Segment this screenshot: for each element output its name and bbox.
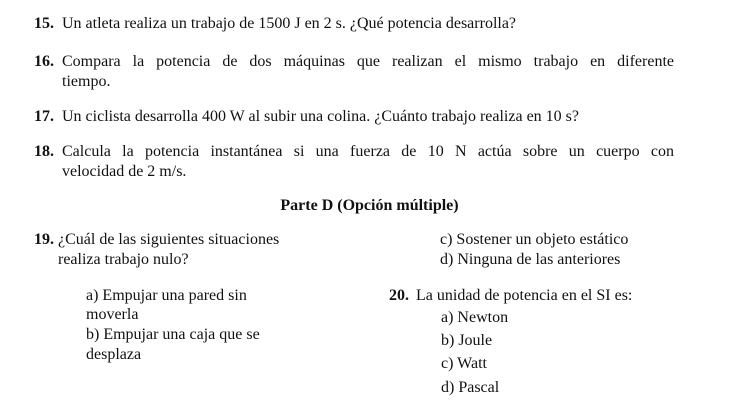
question-17-text: Un ciclista desarrolla 400 W al subir una colina. ¿Cuánto trabajo realiza en 10 s? [62, 108, 580, 125]
question-18-number: 18. [34, 143, 54, 160]
question-18-line-2: velocidad de 2 m/s. [62, 163, 187, 180]
question-16-line-1: Compara la potencia de dos máquinas que realizan el mismo trabajo en diferente [62, 53, 674, 70]
question-19-line-2: realiza trabajo nulo? [58, 251, 189, 268]
question-19-line-1: ¿Cuál de las siguientes situaciones [58, 231, 280, 248]
question-20-option-b: b) Joule [441, 332, 493, 349]
question-19-number: 19. [34, 231, 54, 248]
question-20-option-a: a) Newton [441, 309, 509, 326]
question-19-option-a-line-2: moverla [86, 306, 139, 323]
question-19-option-a-line-1: a) Empujar una pared sin [86, 287, 247, 304]
question-20-number: 20. [389, 287, 409, 304]
question-20-option-c: c) Watt [441, 355, 487, 372]
question-19-option-b-line-1: b) Empujar una caja que se [86, 326, 260, 343]
question-15-number: 15. [34, 15, 54, 32]
question-20-option-d: d) Pascal [441, 379, 500, 396]
question-20-text: La unidad de potencia en el SI es: [416, 287, 633, 304]
question-19-option-d: d) Ninguna de las anteriores [440, 251, 621, 268]
question-17-number: 17. [34, 108, 54, 125]
question-15-text: Un atleta realiza un trabajo de 1500 J en 2 s. ¿Qué potencia desarrolla? [62, 15, 517, 32]
question-18-line-1: Calcula la potencia instantánea si una fuerza de 10 N actúa sobre un cuerpo con [62, 143, 674, 160]
section-title: Parte D (Opción múltiple) [280, 197, 459, 214]
question-19-option-c: c) Sostener un objeto estático [440, 231, 629, 248]
question-19-option-b-line-2: desplaza [86, 346, 142, 363]
question-16-line-2: tiempo. [62, 73, 111, 90]
question-16-number: 16. [34, 53, 54, 70]
